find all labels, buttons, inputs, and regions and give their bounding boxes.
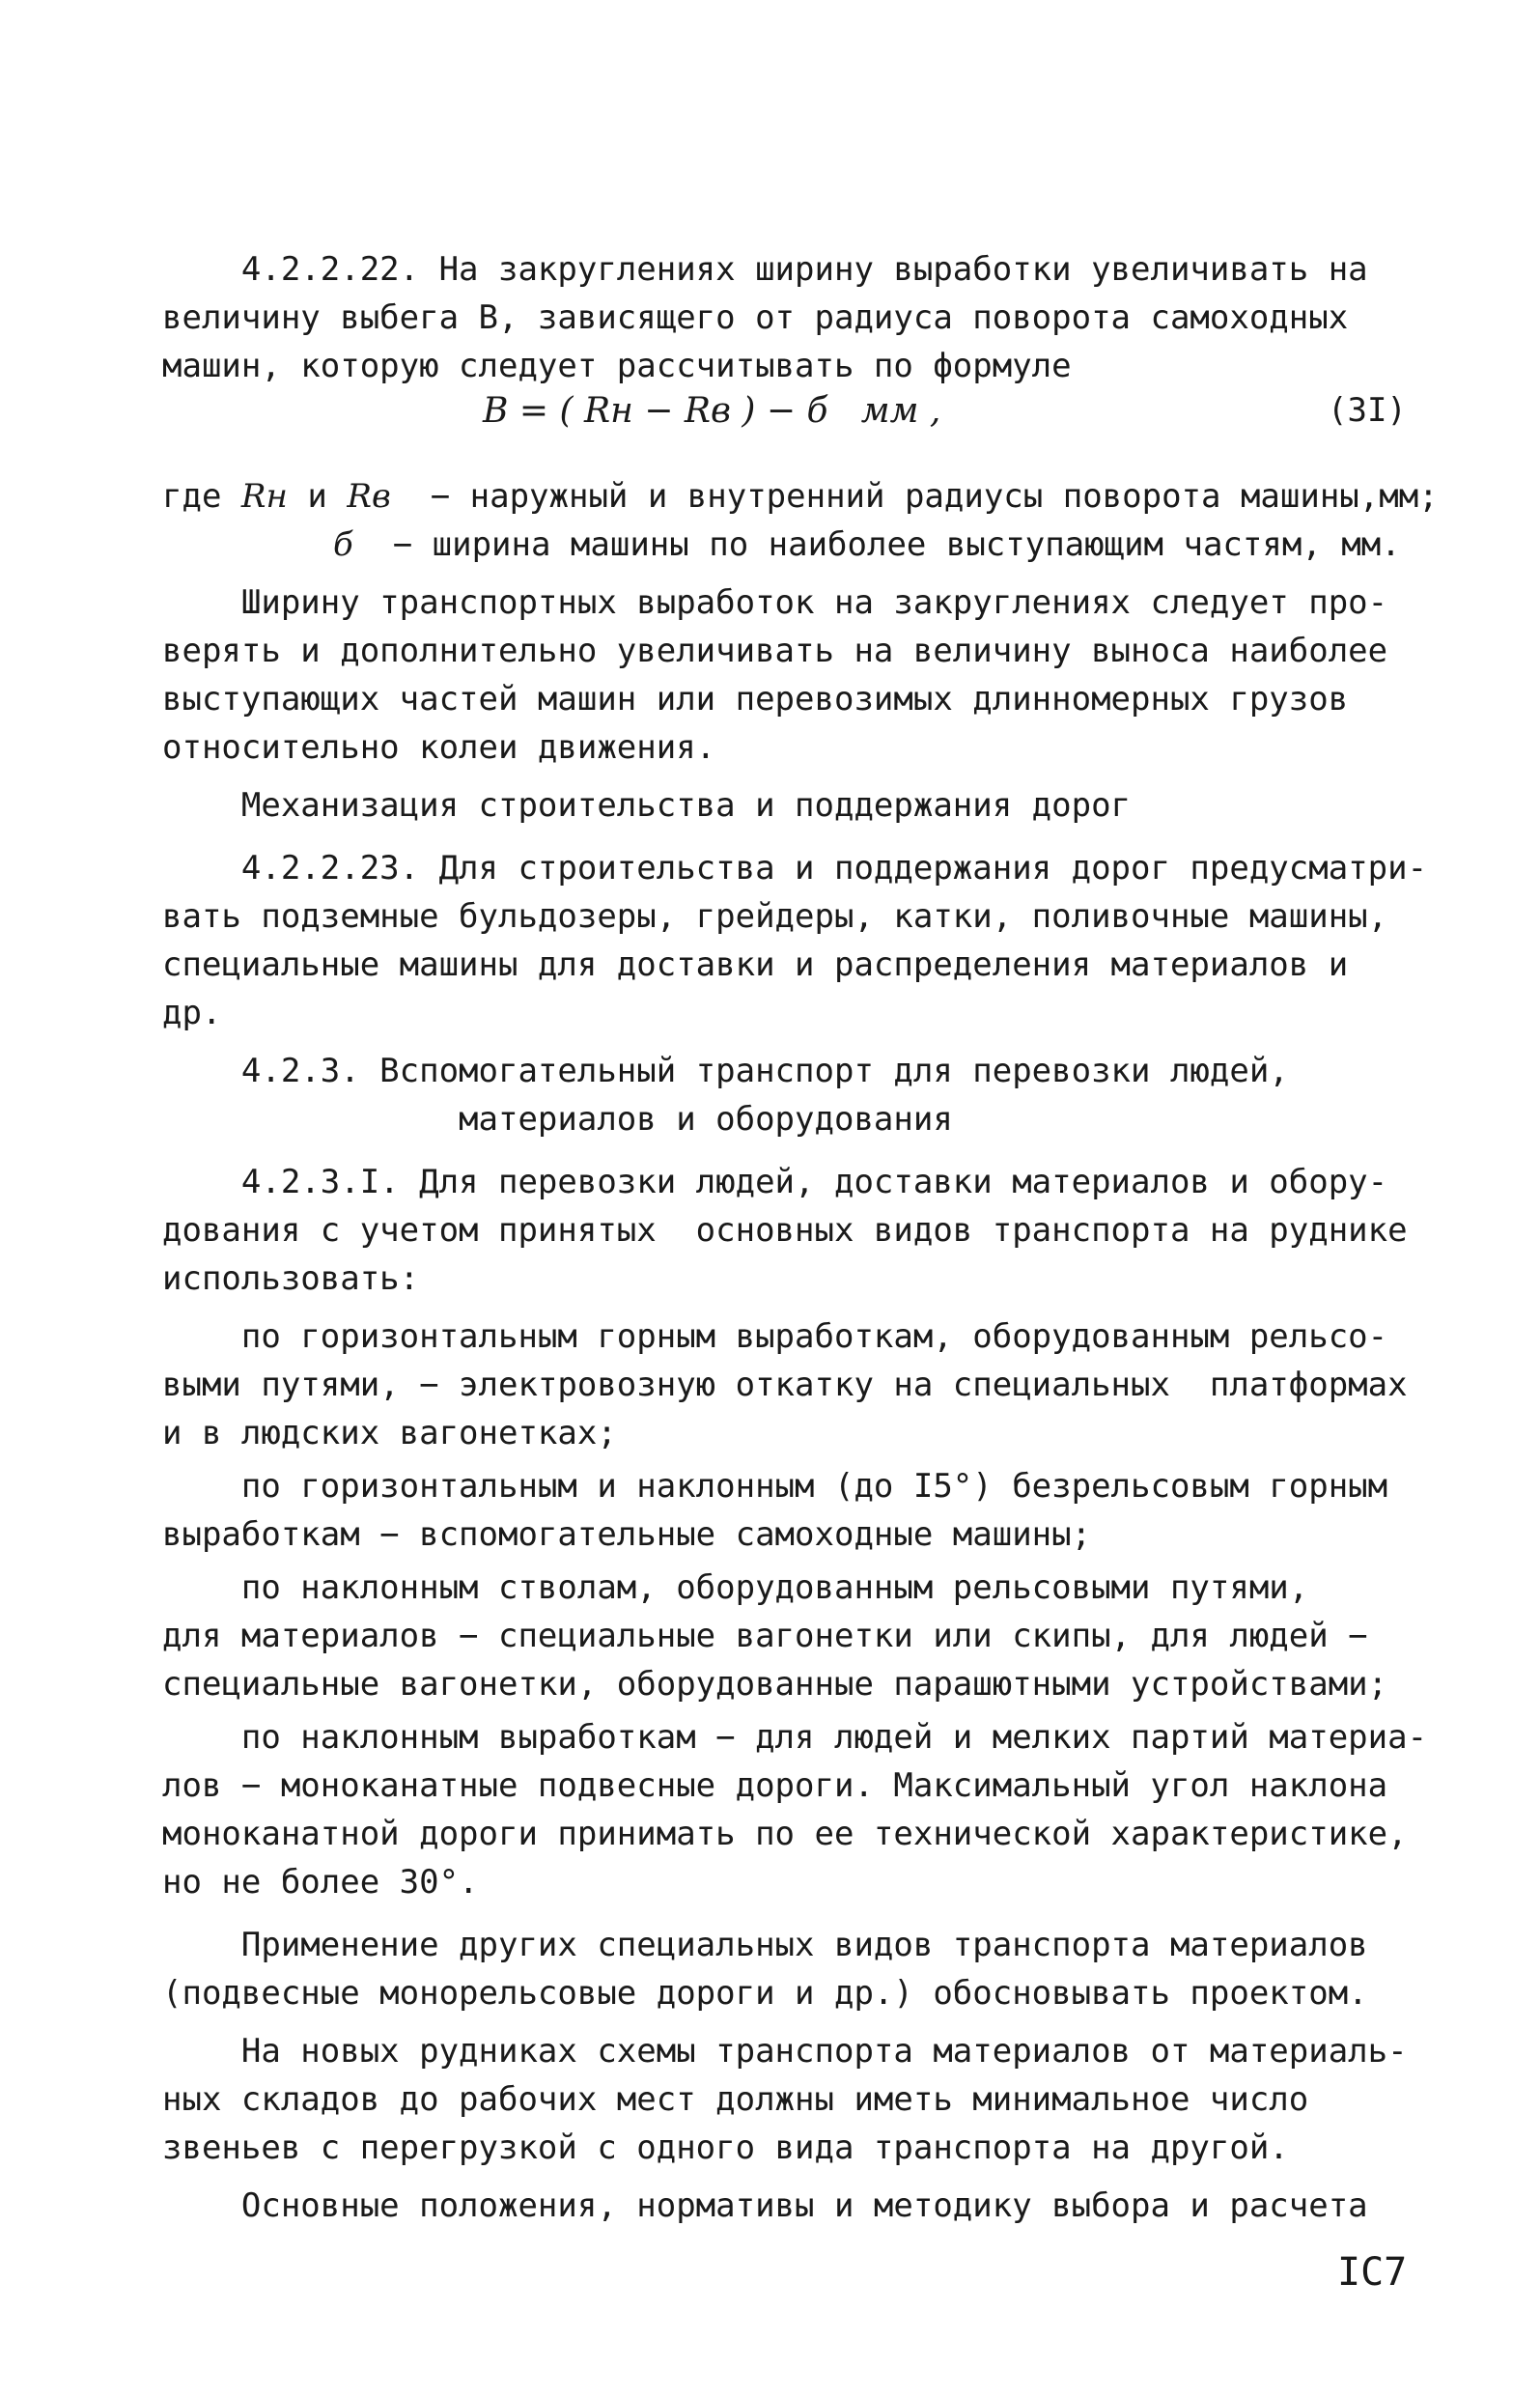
item-inclined-shafts-line3: специальные вагонетки, оборудованные парашютными устройствами; xyxy=(162,1665,1388,1704)
para-new-mines-line3: звеньев с перегрузкой с одного вида транспорта на другой. xyxy=(162,2128,1289,2167)
para-new-mines-line1: На новых рудниках схемы транспорта материалов от материаль- xyxy=(162,2032,1408,2071)
subheading-mechanization: Механизация строительства и поддержания дорог xyxy=(162,786,1132,825)
para-4-2-3-1-line2: дования с учетом принятых основных видов транспорта на руднике xyxy=(162,1211,1408,1250)
formula-number: (3I) xyxy=(1328,391,1407,430)
legend-line2-desc: − ширина машины по наиболее выступающим частям, мм. xyxy=(352,525,1401,564)
item-trackless-line2: выработкам − вспомогательные самоходные машины; xyxy=(162,1515,1092,1554)
para-width-line4: относительно колеи движения. xyxy=(162,728,716,767)
legend-rn: Rн xyxy=(240,477,288,516)
formula-31: B = ( Rн − Rв ) − б мм , xyxy=(483,391,941,431)
item-trackless-line1: по горизонтальным и наклонным (до I5°) безрельсовым горным xyxy=(162,1467,1388,1506)
item-monorope-line4: но не более 30°. xyxy=(162,1863,479,1902)
item-rail-line3: и в людских вагонетках; xyxy=(162,1414,617,1452)
para-4-2-2-23-line1: 4.2.2.23. Для строительства и поддержания дорог предусматри- xyxy=(162,849,1428,888)
item-rail-line2: выми путями, − электровозную откатку на специальных платформах xyxy=(162,1366,1408,1404)
legend-where: где xyxy=(162,477,222,516)
para-4-2-2-22-line3: машин, которую следует рассчитывать по формуле xyxy=(162,347,1072,385)
item-monorope-line2: лов − моноканатные подвесные дороги. Максимальный угол наклона xyxy=(162,1766,1388,1805)
section-4-2-3-line2: материалов и оборудования xyxy=(162,1100,953,1139)
item-monorope-line3: моноканатной дороги принимать по ее технической характеристике, xyxy=(162,1815,1408,1853)
item-rail-line1: по горизонтальным горным выработкам, оборудованным рельсо- xyxy=(162,1317,1388,1356)
item-inclined-shafts-line1: по наклонным стволам, оборудованным рельсовыми путями, xyxy=(162,1568,1309,1607)
item-monorope-line1: по наклонным выработкам − для людей и мелких партий материа- xyxy=(162,1718,1428,1757)
para-4-2-3-1-line3: использовать: xyxy=(162,1259,420,1298)
para-other-line1: Применение других специальных видов транспорта материалов xyxy=(162,1926,1368,1964)
legend-rv: Rв xyxy=(347,477,391,516)
legend-line2 xyxy=(333,521,1401,568)
legend-line1 xyxy=(162,473,1439,520)
para-width-line1: Ширину транспортных выработок на закруглениях следует про- xyxy=(162,583,1388,622)
para-4-2-2-23-line4: др. xyxy=(162,994,222,1032)
para-width-line2: верять и дополнительно увеличивать на величину выноса наиболее xyxy=(162,632,1388,670)
legend-b: б xyxy=(333,525,353,564)
para-other-line2: (подвесные монорельсовые дороги и др.) обосновывать проектом. xyxy=(162,1974,1368,2013)
page-number: IC7 xyxy=(1337,2250,1408,2295)
para-4-2-3-1-line1: 4.2.3.I. Для перевозки людей, доставки материалов и обору- xyxy=(162,1163,1388,1201)
para-new-mines-line2: ных складов до рабочих мест должны иметь минимальное число xyxy=(162,2080,1309,2119)
para-last-line1: Основные положения, нормативы и методику выбора и расчета xyxy=(162,2186,1368,2225)
legend-and: и xyxy=(307,477,327,516)
para-4-2-2-22-line1: 4.2.2.22. На закруглениях ширину выработки увеличивать на xyxy=(162,250,1368,289)
para-width-line3: выступающих частей машин или перевозимых длинномерных грузов xyxy=(162,680,1349,719)
item-inclined-shafts-line2: для материалов − специальные вагонетки или скипы, для людей − xyxy=(162,1617,1368,1655)
para-4-2-2-22-line2: величину выбега В, зависящего от радиуса поворота самоходных xyxy=(162,298,1349,337)
legend-line1-desc: − наружный и внутренний радиусы поворота машины,мм; xyxy=(390,477,1439,516)
para-4-2-2-23-line3: специальные машины для доставки и распределения материалов и xyxy=(162,945,1349,984)
section-4-2-3-line1: 4.2.3. Вспомогательный транспорт для перевозки людей, xyxy=(162,1052,1289,1090)
para-4-2-2-23-line2: вать подземные бульдозеры, грейдеры, катки, поливочные машины, xyxy=(162,897,1388,936)
